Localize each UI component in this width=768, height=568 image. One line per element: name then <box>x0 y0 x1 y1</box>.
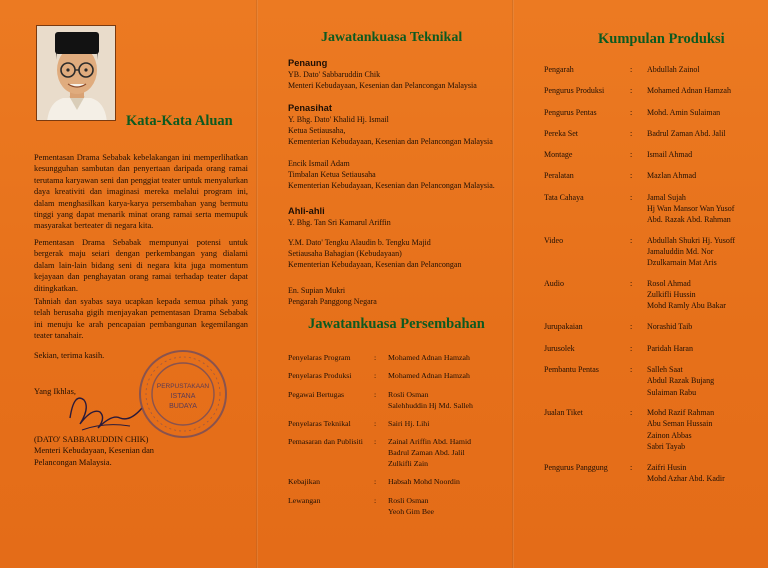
produksi-role: Pengurus Panggung <box>544 463 608 473</box>
majid-block <box>288 237 461 271</box>
produksi-role: Pengarah <box>544 65 574 74</box>
produksi-row <box>544 107 764 118</box>
panel-jawatankuasa <box>258 0 514 568</box>
kumpulan-produksi-title: Kumpulan Produksi <box>598 31 725 47</box>
aluan-closing: Sekian, terima kasih. <box>34 351 105 360</box>
produksi-colon: : <box>630 235 633 245</box>
produksi-name: Paridah Haran <box>647 343 693 353</box>
persembahan-colon: : <box>374 477 377 487</box>
produksi-name: Abd. Razak Abd. Rahman <box>647 215 731 225</box>
produksi-row <box>544 64 764 75</box>
produksi-name: Mazlan Ahmad <box>647 171 697 181</box>
persembahan-row <box>288 437 508 469</box>
produksi-role: Peralatan <box>544 171 574 181</box>
persembahan-names <box>388 496 508 518</box>
persembahan-name: Habsah Mohd Noordin <box>388 477 460 487</box>
persembahan-role: Pegawai Bertugas <box>288 389 345 399</box>
produksi-row <box>544 128 764 139</box>
produksi-name: Badrul Zaman Abd. Jalil <box>647 128 726 138</box>
persembahan-colon: : <box>374 389 377 399</box>
signatory-title-1: Menteri Kebudayaan, Kesenian dan <box>34 446 154 456</box>
produksi-names <box>647 85 764 96</box>
produksi-name: Rosol Ahmad <box>647 278 691 288</box>
produksi-role: Pereka Set <box>544 128 578 138</box>
produksi-name: Mohd Razif Rahman <box>647 407 715 417</box>
persembahan-title: Jawatankuasa Persembahan <box>308 316 485 332</box>
persembahan-row <box>288 496 508 518</box>
produksi-name: Jamal Sujah <box>647 192 686 202</box>
produksi-name: Sulaiman Rabu <box>647 387 697 397</box>
persembahan-names <box>388 437 508 469</box>
adam-position: Timbalan Ketua Setiausaha <box>288 170 376 180</box>
persembahan-name: Salehhuddin Hj Md. Salleh <box>388 400 473 410</box>
penasihat-block <box>288 102 493 148</box>
ahli-block <box>288 205 391 228</box>
produksi-colon: : <box>630 278 633 288</box>
produksi-row <box>544 85 764 96</box>
persembahan-name: Badrul Zaman Abd. Jalil <box>388 448 465 458</box>
minister-portrait-photo <box>36 25 116 121</box>
produksi-colon: : <box>630 463 633 473</box>
produksi-name: Hj Wan Mansor Wan Yusof <box>647 204 735 214</box>
produksi-names <box>647 462 764 485</box>
produksi-name: Zulkifli Hussin <box>647 289 696 299</box>
persembahan-name: Yeoh Gim Bee <box>388 506 434 516</box>
penasihat-ministry: Kementerian Kebudayaan, Kesenian dan Pelancongan Malaysia <box>288 137 493 147</box>
persembahan-list <box>288 353 508 525</box>
signatory-title-2: Pelancongan Malaysia. <box>34 457 112 467</box>
penaung-heading: Penaung <box>288 58 328 68</box>
produksi-names <box>647 192 764 226</box>
persembahan-role: Penyelaras Program <box>288 353 351 362</box>
produksi-row <box>544 235 764 269</box>
produksi-role: Montage <box>544 150 573 160</box>
produksi-colon: : <box>630 192 633 202</box>
adam-name: Encik Ismail Adam <box>288 159 350 168</box>
aluan-paragraph-2: Pementasan Drama Sebabak mempunyai potensi untuk bergerak maju seiari dengan perkembangan yang dialami dalam lain-lain bidang seni di negara kita juga momentum kejayaan dan penghayatan orang ramai terhadap teater dapat ditingkatkan. <box>34 238 248 293</box>
persembahan-name: Mohamed Adnan Hamzah <box>388 353 470 362</box>
persembahan-colon: : <box>374 495 377 505</box>
persembahan-role: Kebajikan <box>288 477 321 487</box>
produksi-name: Dzulkarnain Mat Aris <box>647 258 717 268</box>
produksi-name: Zainon Abbas <box>647 430 692 440</box>
produksi-row <box>544 170 764 181</box>
produksi-names <box>647 235 764 269</box>
persembahan-row <box>288 390 508 412</box>
produksi-row <box>544 364 764 398</box>
produksi-names <box>647 278 764 312</box>
aluan-paragraph-1: Pementasan Drama Sebabak kebelakangan ini memperlihatkan kesungguhan sambutan dan penyertaan daripada orang ramai terutama karyawan seni dan penggiat teater untuk menyalurkan daya kreativiti dan imaginasi mereka melalui program ini, dalam menghasilkan karya-karya persembahan yang bermutu tinggi yang dapat menarik minat orang ramai serta memupuk masyarakat berteater di negara kita. <box>34 153 248 231</box>
persembahan-name: Rosli Osman <box>388 495 429 505</box>
produksi-names <box>647 343 764 354</box>
produksi-role: Pengurus Produksi <box>544 86 605 96</box>
produksi-row <box>544 321 764 332</box>
produksi-name: Mohd. Amin Sulaiman <box>647 107 721 117</box>
produksi-role: Jualan Tiket <box>544 407 583 417</box>
produksi-name: Mohamed Adnan Hamzah <box>647 86 731 96</box>
stamp-text-3: BUDAYA <box>169 403 197 410</box>
portrait-illustration <box>37 26 116 121</box>
produksi-colon: : <box>630 65 633 74</box>
produksi-role: Jurupakaian <box>544 322 583 332</box>
adam-ministry: Kementerian Kebudayaan, Kesenian dan Pelancongan Malaysia. <box>288 181 495 191</box>
produksi-names <box>647 64 764 75</box>
persembahan-colon: : <box>374 371 377 381</box>
penasihat-position: Ketua Setiausaha, <box>288 126 346 136</box>
produksi-role: Pengurus Pentas <box>544 107 597 117</box>
majid-ministry: Kementerian Kebudayaan, Kesenian dan Pelancongan <box>288 260 462 270</box>
stamp-text-2: ISTANA <box>170 393 196 400</box>
produksi-name: Jamaluddin Md. Nor <box>647 246 714 256</box>
produksi-role: Video <box>544 235 564 245</box>
persembahan-name: Zainal Ariffin Abd. Hamid <box>388 437 472 447</box>
produksi-colon: : <box>630 407 633 417</box>
produksi-names <box>647 128 764 139</box>
produksi-name: Norashid Taib <box>647 322 693 332</box>
persembahan-colon: : <box>374 418 377 428</box>
teknikal-title: Jawatankuasa Teknikal <box>321 30 463 45</box>
ahli-name-1: Y. Bhg. Tan Sri Kamarul Ariffin <box>288 218 391 227</box>
produksi-role: Audio <box>544 278 564 288</box>
kata-aluan-title: Kata-Kata Aluan <box>126 113 233 129</box>
produksi-name: Salleh Saat <box>647 365 683 375</box>
persembahan-name: Zulkifli Zain <box>388 458 429 468</box>
penasihat-name: Y. Bhg. Dato' Khalid Hj. Ismail <box>288 115 389 124</box>
majid-name: Y.M. Dato' Tengku Alaudin b. Tengku Majid <box>288 238 431 247</box>
persembahan-colon: : <box>374 437 377 447</box>
produksi-name: Mohd Ramly Abu Bakar <box>647 301 726 311</box>
produksi-colon: : <box>630 322 633 332</box>
signatory-block <box>34 434 154 468</box>
produksi-names <box>647 170 764 181</box>
yang-ikhlas: Yang Ikhlas, <box>34 387 76 396</box>
penaung-position: Menteri Kebudayaan, Kesenian dan Pelancongan Malaysia <box>288 81 477 91</box>
produksi-colon: : <box>630 128 633 138</box>
produksi-row <box>544 407 764 452</box>
persembahan-names <box>388 371 508 382</box>
stamp-text-1: PERPUSTAKAAN <box>156 383 210 390</box>
persembahan-role: Lewangan <box>288 495 321 505</box>
produksi-colon: : <box>630 150 633 160</box>
produksi-names <box>647 321 764 332</box>
produksi-row <box>544 192 764 226</box>
adam-block <box>288 158 495 192</box>
produksi-row <box>544 343 764 354</box>
signatory-name: (DATO' SABBARUDDIN CHIK) <box>34 435 149 444</box>
ahli-heading: Ahli-ahli <box>288 206 325 216</box>
penaung-block <box>288 57 477 91</box>
persembahan-names <box>388 477 508 488</box>
produksi-name: Abdul Razak Bujang <box>647 376 715 386</box>
produksi-name: Mohd Azhar Abd. Kadir <box>647 474 725 484</box>
persembahan-row <box>288 371 508 382</box>
produksi-row <box>544 462 764 485</box>
persembahan-name: Mohamed Adnan Hamzah <box>388 371 470 381</box>
supian-block <box>288 285 377 307</box>
produksi-colon: : <box>630 107 633 117</box>
produksi-colon: : <box>630 343 633 353</box>
aluan-paragraph-3: Tahniah dan syabas saya ucapkan kepada semua pihak yang telah berusaha gigih menjayakan pementasan Drama Sebabak ini menuju ke arah pencapaian pembangunan kegemilangan teater tanahair. <box>34 297 248 341</box>
produksi-list <box>544 64 764 485</box>
produksi-role: Tata Cahaya <box>544 192 584 202</box>
produksi-colon: : <box>630 86 633 96</box>
produksi-colon: : <box>630 365 633 375</box>
produksi-colon: : <box>630 171 633 181</box>
produksi-name: Sabri Tayab <box>647 441 686 451</box>
produksi-role: Pembantu Pentas <box>544 365 599 375</box>
produksi-name: Ismail Ahmad <box>647 150 693 160</box>
produksi-name: Zaifri Husin <box>647 463 687 473</box>
persembahan-role: Penyelaras Produksi <box>288 371 352 381</box>
produksi-names <box>647 149 764 160</box>
produksi-names <box>647 107 764 118</box>
official-stamp-seal <box>137 348 229 440</box>
persembahan-names <box>388 390 508 412</box>
produksi-row <box>544 149 764 160</box>
produksi-row <box>544 278 764 312</box>
persembahan-row <box>288 477 508 488</box>
panel-kata-aluan <box>0 0 258 568</box>
penasihat-heading: Penasihat <box>288 103 332 113</box>
persembahan-colon: : <box>374 353 377 362</box>
persembahan-names <box>388 419 508 430</box>
persembahan-row <box>288 419 508 430</box>
persembahan-role: Penyelaras Teknikal <box>288 418 351 428</box>
produksi-names <box>647 364 764 398</box>
persembahan-role: Pemasaran dan Publisiti <box>288 437 363 447</box>
produksi-name: Abdullah Shukri Hj. Yusoff <box>647 235 735 245</box>
supian-position: Pengarah Panggong Negara <box>288 297 377 307</box>
persembahan-names <box>388 353 508 364</box>
persembahan-name: Rosli Osman <box>388 389 429 399</box>
penaung-name: YB. Dato' Sabbaruddin Chik <box>288 70 381 79</box>
panel-kumpulan-produksi <box>514 0 768 568</box>
persembahan-name: Sairi Hj. Lihi <box>388 418 430 428</box>
produksi-role: Jurusolek <box>544 343 575 353</box>
produksi-names <box>647 407 764 452</box>
produksi-name: Abu Seman Hussain <box>647 419 713 429</box>
majid-position: Setiausaha Bahagian (Kebudayaan) <box>288 249 402 259</box>
supian-name: En. Supian Mukri <box>288 286 346 295</box>
persembahan-row <box>288 353 508 364</box>
produksi-name: Abdullah Zainol <box>647 65 700 74</box>
